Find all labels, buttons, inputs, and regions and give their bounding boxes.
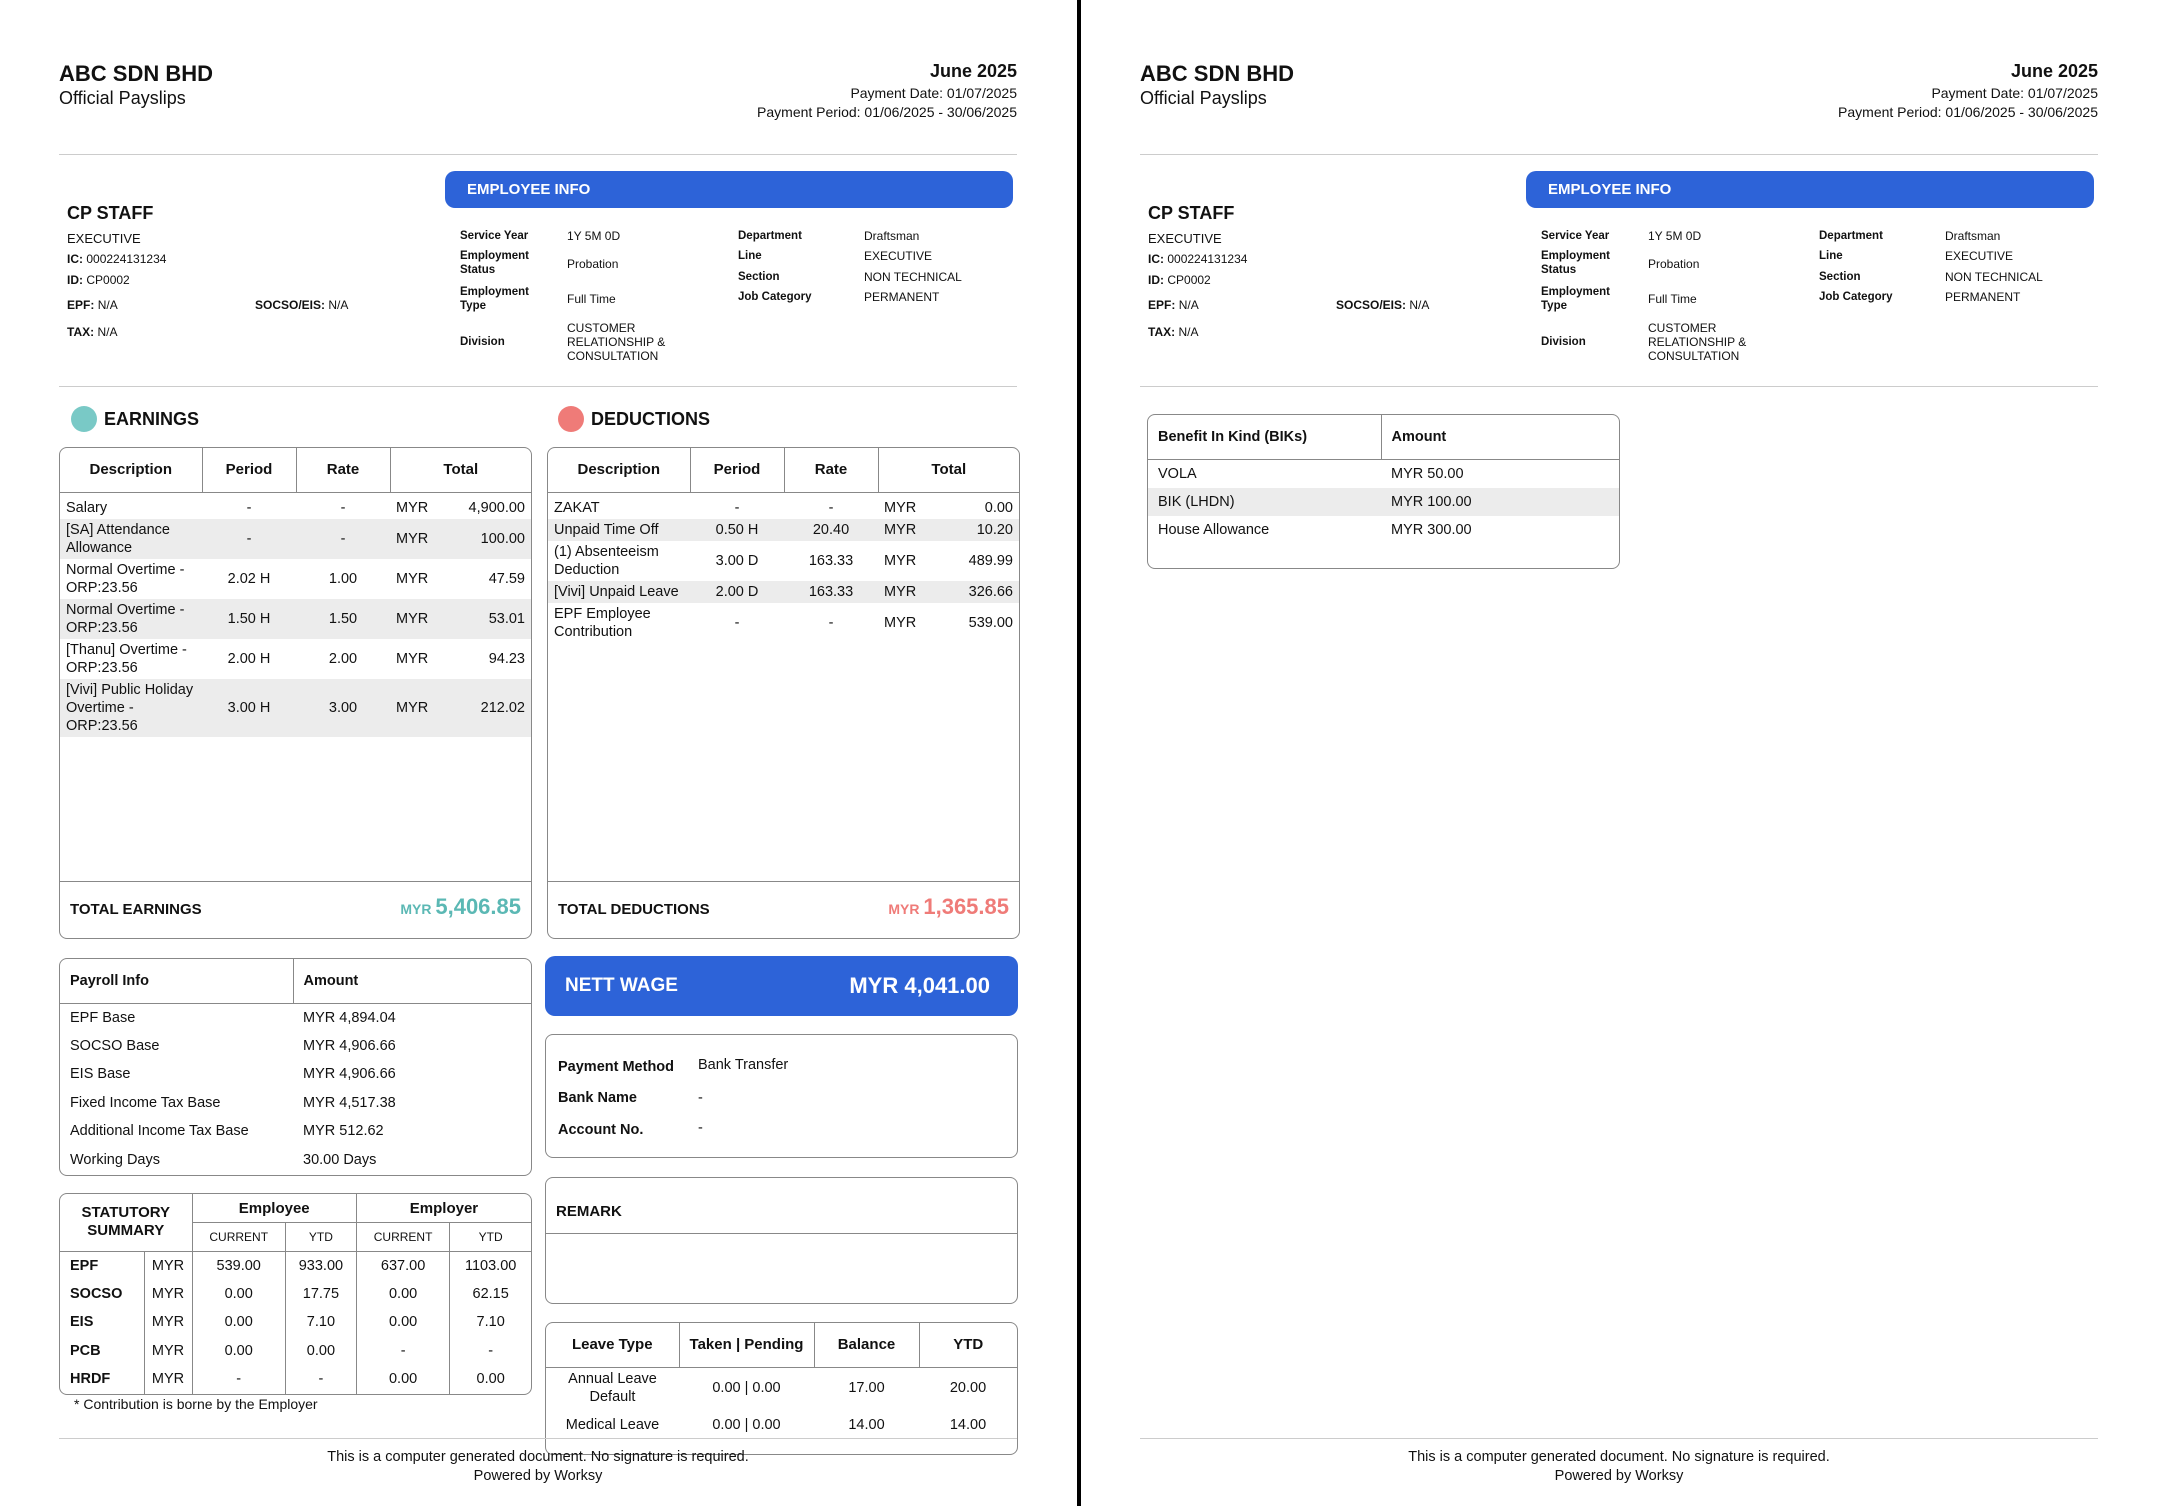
stat-currency: MYR	[144, 1308, 192, 1337]
remark-label: REMARK	[556, 1203, 622, 1220]
staff-ic	[67, 252, 166, 266]
deductions-header-row	[548, 448, 1019, 492]
id-label: ID:	[1148, 273, 1164, 287]
row-description: Unpaid Time Off	[548, 519, 690, 541]
earnings-row	[60, 559, 531, 599]
stat-employee-header: Employee	[192, 1194, 356, 1223]
staff-name: CP STAFF	[67, 203, 154, 223]
staff-socso	[255, 298, 348, 312]
staff-epf	[1148, 298, 1199, 312]
payroll-value: MYR 4,906.66	[303, 1037, 396, 1054]
remark-divider	[546, 1233, 1017, 1234]
stat-name: SOCSO	[60, 1280, 144, 1309]
row-description: [Thanu] Overtime - ORP:23.56	[66, 641, 187, 676]
payslip-subtitle: Official Payslips	[1140, 88, 1267, 108]
tax-label: TAX:	[67, 325, 95, 339]
payroll-key: SOCSO Base	[70, 1037, 160, 1054]
stat-currency: MYR	[144, 1251, 192, 1280]
payroll-value: 30.00 Days	[303, 1151, 377, 1168]
staff-title: EXECUTIVE	[67, 231, 141, 246]
payslip-page-2	[1081, 0, 2158, 1506]
stat-employee-ytd-val: 933.00	[285, 1251, 356, 1280]
payslip-subtitle: Official Payslips	[59, 88, 186, 108]
staff-ic	[1148, 252, 1247, 266]
row-currency: MYR	[390, 679, 440, 737]
row-description: Normal Overtime - ORP:23.56	[66, 561, 185, 596]
ic-label: IC:	[1148, 252, 1164, 266]
deductions-dot-icon	[558, 406, 584, 432]
account-no-value: -	[698, 1120, 703, 1136]
stat-row	[60, 1308, 531, 1337]
bank-name-label: Bank Name	[558, 1090, 637, 1106]
bik-key: BIK (LHDN)	[1158, 493, 1235, 510]
socso-value: N/A	[328, 298, 349, 312]
deductions-row	[548, 519, 1019, 541]
statutory-note: * Contribution is borne by the Employer	[74, 1396, 318, 1412]
job-category-label: Job Category	[1819, 291, 1893, 303]
row-total: 47.59	[488, 570, 525, 587]
total-earnings-currency: MYR	[400, 901, 432, 917]
deductions-row	[548, 541, 1019, 581]
bik-value: MYR 100.00	[1391, 493, 1472, 510]
stat-employee-current-val: 0.00	[192, 1308, 285, 1337]
employment-status-label: Employment Status	[460, 250, 530, 276]
bik-table	[1147, 414, 1620, 569]
col-period: Period	[202, 448, 296, 492]
id-label: ID:	[67, 273, 83, 287]
stat-employer-ytd-val: 0.00	[476, 1371, 505, 1388]
col-total: Total	[878, 448, 1019, 492]
total-deductions-label: TOTAL DEDUCTIONS	[558, 901, 710, 918]
row-currency: MYR	[390, 519, 440, 559]
stat-employee-ytd-val: 17.75	[285, 1280, 356, 1309]
employment-type-label: Employment Type	[1541, 286, 1611, 312]
payment-period: Payment Period: 01/06/2025 - 30/06/2025	[757, 104, 1017, 120]
stat-currency: MYR	[144, 1365, 192, 1394]
payroll-amount-header: Amount	[293, 959, 531, 1003]
staff-name: CP STAFF	[1148, 203, 1235, 223]
stat-employer-ytd-val: -	[488, 1342, 494, 1359]
row-currency: MYR	[884, 499, 917, 516]
stat-employer-ytd-val: 1103.00	[464, 1257, 517, 1274]
job-category-label: Job Category	[738, 291, 812, 303]
service-year-label: Service Year	[1541, 230, 1610, 242]
id-value: CP0002	[86, 273, 130, 287]
stat-employer-current-val: 0.00	[356, 1280, 449, 1309]
staff-title: EXECUTIVE	[1148, 231, 1222, 246]
payroll-value: MYR 512.62	[303, 1123, 384, 1140]
stat-employer-ytd-val: 7.10	[476, 1314, 505, 1331]
col-rate: Rate	[784, 448, 878, 492]
deductions-total-row	[548, 881, 1019, 939]
divider	[1140, 1438, 2098, 1439]
row-period: -	[202, 519, 296, 559]
row-rate: -	[828, 499, 834, 516]
company-name: ABC SDN BHD	[59, 61, 213, 86]
stat-employee-current-val: 0.00	[192, 1280, 285, 1309]
earnings-row	[60, 679, 531, 737]
payroll-row	[60, 1146, 531, 1175]
leave-row	[546, 1367, 1017, 1408]
total-deductions-value	[888, 894, 1009, 920]
division-label: Division	[1541, 336, 1586, 348]
row-total: 212.02	[440, 679, 531, 737]
employment-status-value: Probation	[567, 257, 619, 271]
row-total: 0.00	[984, 499, 1013, 516]
remark-panel	[545, 1177, 1018, 1304]
staff-id	[67, 273, 130, 287]
section-label: Section	[1819, 271, 1861, 283]
employee-info-header: EMPLOYEE INFO	[1526, 171, 2094, 208]
total-earnings-value	[400, 894, 521, 920]
deductions-table	[547, 447, 1020, 939]
payslip-month: June 2025	[929, 61, 1017, 81]
stat-row	[60, 1280, 531, 1309]
leave-taken-pending: 0.00 | 0.00	[712, 1416, 781, 1433]
row-currency: MYR	[884, 614, 917, 631]
row-period: 3.00 H	[202, 679, 296, 737]
bik-row	[1148, 488, 1619, 517]
total-deductions-currency: MYR	[888, 901, 920, 917]
payment-method-value: Bank Transfer	[698, 1057, 789, 1073]
section-label: Section	[738, 271, 780, 283]
stat-employer-current: CURRENT	[356, 1223, 449, 1252]
row-period: 2.00 D	[690, 581, 784, 603]
ic-value: 000224131234	[86, 252, 167, 266]
line-label: Line	[738, 250, 762, 262]
payroll-key: Fixed Income Tax Base	[70, 1094, 221, 1111]
row-period: 1.50 H	[202, 599, 296, 639]
payslip-month: June 2025	[2010, 61, 2098, 81]
row-period: 3.00 D	[715, 552, 759, 569]
payment-method-label: Payment Method	[558, 1059, 675, 1075]
row-description: [SA] Attendance Allowance	[60, 519, 202, 559]
statutory-title: STATUTORY SUMMARY	[60, 1194, 192, 1251]
stat-employee-current-val: -	[192, 1365, 285, 1394]
id-value: CP0002	[1167, 273, 1211, 287]
employment-type-value: Full Time	[567, 292, 616, 306]
row-total: 100.00	[440, 519, 531, 559]
deductions-row	[548, 581, 1019, 603]
row-period: -	[734, 614, 740, 631]
line-value: EXECUTIVE	[1945, 249, 2014, 263]
epf-label: EPF:	[1148, 298, 1176, 312]
ic-value: 000224131234	[1167, 252, 1248, 266]
footer	[59, 1448, 1017, 1486]
stat-employee-ytd-val: -	[285, 1365, 356, 1394]
stat-employer-current-val: 637.00	[356, 1251, 449, 1280]
stat-row	[60, 1337, 531, 1366]
row-total: 326.66	[928, 581, 1019, 603]
stat-name: PCB	[60, 1337, 144, 1366]
tax-value: N/A	[1178, 325, 1199, 339]
bik-row	[1148, 516, 1619, 545]
leave-ytd: 20.00	[949, 1379, 987, 1396]
divider	[59, 386, 1017, 387]
row-period: 0.50 H	[690, 519, 784, 541]
stat-name: EPF	[60, 1251, 144, 1280]
payroll-info-table	[59, 958, 532, 1176]
row-period: 2.02 H	[227, 570, 271, 587]
section-value: NON TECHNICAL	[1945, 270, 2043, 284]
bik-key: VOLA	[1158, 465, 1197, 482]
stat-employer-current-val: -	[356, 1337, 449, 1366]
row-currency: MYR	[878, 581, 928, 603]
leave-table	[545, 1322, 1018, 1455]
payment-dates	[757, 84, 1017, 122]
payroll-header-row	[60, 959, 531, 1003]
row-currency: MYR	[396, 499, 429, 516]
payroll-key: Working Days	[70, 1151, 160, 1168]
payroll-info-header: Payroll Info	[60, 959, 293, 1003]
row-total: 53.01	[440, 599, 531, 639]
division-value: CUSTOMER RELATIONSHIP & CONSULTATION	[1648, 321, 1747, 363]
service-year-value: 1Y 5M 0D	[567, 229, 621, 243]
payroll-value: MYR 4,906.66	[303, 1066, 396, 1083]
row-currency: MYR	[390, 599, 440, 639]
payment-info-panel	[545, 1034, 1018, 1158]
epf-value: N/A	[97, 298, 118, 312]
total-earnings-label: TOTAL EARNINGS	[70, 901, 202, 918]
row-total: 539.00	[968, 614, 1013, 631]
row-period: -	[246, 499, 252, 516]
nett-wage-label: NETT WAGE	[565, 975, 678, 996]
earnings-row	[60, 497, 531, 519]
leave-row	[546, 1408, 1017, 1442]
deductions-row	[548, 497, 1019, 519]
row-rate: 163.33	[784, 581, 878, 603]
row-total: 4,900.00	[468, 499, 525, 516]
line-value: EXECUTIVE	[864, 249, 933, 263]
earnings-row	[60, 519, 531, 559]
payroll-key: Additional Income Tax Base	[70, 1123, 249, 1140]
leave-header-row	[546, 1323, 1017, 1367]
service-year-label: Service Year	[460, 230, 529, 242]
stat-employee-current: CURRENT	[192, 1223, 285, 1252]
col-rate: Rate	[296, 448, 390, 492]
col-taken-pending: Taken | Pending	[679, 1323, 814, 1367]
row-rate: -	[296, 519, 390, 559]
bik-row	[1148, 459, 1619, 488]
payroll-value: MYR 4,894.04	[303, 1009, 396, 1026]
leave-balance: 17.00	[848, 1379, 885, 1396]
stat-employer-header: Employer	[356, 1194, 531, 1223]
row-rate: -	[828, 614, 834, 631]
earnings-header-row	[60, 448, 531, 492]
bank-name-value: -	[698, 1090, 703, 1106]
row-rate: 163.33	[808, 552, 854, 569]
row-description: [Vivi] Public Holiday Overtime - ORP:23.56	[60, 679, 202, 737]
employee-info-header: EMPLOYEE INFO	[445, 171, 1013, 208]
leave-ytd: 14.00	[949, 1416, 987, 1433]
total-earnings-amount: 5,406.85	[435, 894, 521, 919]
row-description: [Vivi] Unpaid Leave	[548, 581, 690, 603]
leave-taken-pending: 0.00 | 0.00	[712, 1379, 781, 1396]
bik-header: Benefit In Kind (BIKs)	[1148, 415, 1381, 459]
stat-currency: MYR	[144, 1337, 192, 1366]
row-rate: 2.00	[328, 650, 358, 667]
socso-label: SOCSO/EIS:	[255, 298, 326, 312]
earnings-total-row	[60, 881, 531, 939]
col-leave-type: Leave Type	[546, 1323, 679, 1367]
division-value: CUSTOMER RELATIONSHIP & CONSULTATION	[567, 321, 666, 363]
footer-note: This is a computer generated document. No signature is required.	[1408, 1449, 1830, 1465]
row-currency: MYR	[878, 519, 928, 541]
bik-amount-header: Amount	[1381, 415, 1619, 459]
deductions-title: DEDUCTIONS	[591, 409, 711, 429]
bik-value: MYR 50.00	[1391, 465, 1464, 482]
payment-period: Payment Period: 01/06/2025 - 30/06/2025	[1838, 104, 2098, 120]
footer-powered: Powered by Worksy	[1554, 1468, 1684, 1484]
staff-epf	[67, 298, 118, 312]
socso-value: N/A	[1409, 298, 1430, 312]
employment-type-label: Employment Type	[460, 286, 530, 312]
payment-date: Payment Date: 01/07/2025	[1931, 85, 2098, 101]
stat-employer-ytd-val: 62.15	[472, 1285, 509, 1302]
employment-status-value: Probation	[1648, 257, 1700, 271]
row-description: Normal Overtime - ORP:23.56	[60, 599, 202, 639]
stat-header-row	[60, 1194, 531, 1223]
stat-currency: MYR	[144, 1280, 192, 1309]
row-currency: MYR	[396, 650, 429, 667]
earnings-title: EARNINGS	[104, 409, 200, 429]
payroll-row	[60, 1117, 531, 1146]
staff-socso	[1336, 298, 1429, 312]
footer-note: This is a computer generated document. No signature is required.	[327, 1449, 749, 1465]
epf-value: N/A	[1178, 298, 1199, 312]
col-period: Period	[690, 448, 784, 492]
col-total: Total	[390, 448, 531, 492]
department-label: Department	[1819, 230, 1883, 242]
employment-status-label: Employment Status	[1541, 250, 1611, 276]
employment-type-value: Full Time	[1648, 292, 1697, 306]
leave-balance: 14.00	[848, 1416, 885, 1433]
staff-id	[1148, 273, 1211, 287]
socso-label: SOCSO/EIS:	[1336, 298, 1407, 312]
payroll-row	[60, 1003, 531, 1032]
payroll-row	[60, 1032, 531, 1061]
deductions-rows	[548, 497, 1019, 643]
row-description: EPF Employee Contribution	[554, 605, 651, 640]
stat-employee-ytd-val: 0.00	[285, 1337, 356, 1366]
department-value: Draftsman	[864, 229, 920, 243]
row-total: 94.23	[488, 650, 525, 667]
staff-tax	[1148, 325, 1198, 339]
stat-row	[60, 1365, 531, 1394]
payroll-row	[60, 1089, 531, 1118]
division-label: Division	[460, 336, 505, 348]
bik-key: House Allowance	[1158, 522, 1270, 539]
col-description: Description	[548, 448, 690, 492]
statutory-summary-table	[59, 1193, 532, 1395]
department-value: Draftsman	[1945, 229, 2001, 243]
payslip-page-1	[0, 0, 1077, 1506]
stat-employee-ytd: YTD	[285, 1223, 356, 1252]
stat-employee-current-val: 539.00	[192, 1251, 285, 1280]
tax-label: TAX:	[1148, 325, 1176, 339]
tax-value: N/A	[97, 325, 118, 339]
department-label: Department	[738, 230, 802, 242]
stat-employer-current-val: 0.00	[356, 1365, 449, 1394]
stat-employer-current-val: 0.00	[356, 1308, 449, 1337]
stat-name: HRDF	[60, 1365, 144, 1394]
total-deductions-amount: 1,365.85	[923, 894, 1009, 919]
row-currency: MYR	[884, 552, 917, 569]
leave-type: Annual Leave Default	[568, 1370, 657, 1405]
divider	[1140, 154, 2098, 155]
job-category-value: PERMANENT	[1945, 290, 2021, 304]
payroll-key: EIS Base	[70, 1066, 131, 1083]
bik-value: MYR 300.00	[1391, 522, 1472, 539]
nett-wage-value: MYR 4,041.00	[849, 973, 990, 998]
line-label: Line	[1819, 250, 1843, 262]
footer-powered: Powered by Worksy	[473, 1468, 603, 1484]
row-rate: -	[340, 499, 346, 516]
service-year-value: 1Y 5M 0D	[1648, 229, 1702, 243]
col-description: Description	[60, 448, 202, 492]
row-currency: MYR	[396, 570, 429, 587]
earnings-table	[59, 447, 532, 939]
stat-name: EIS	[60, 1308, 144, 1337]
col-balance: Balance	[814, 1323, 919, 1367]
deductions-row	[548, 603, 1019, 643]
divider	[59, 1438, 1017, 1439]
row-rate: 1.00	[328, 570, 358, 587]
row-total: 489.99	[968, 552, 1013, 569]
payment-dates	[1838, 84, 2098, 122]
earnings-rows	[60, 497, 531, 737]
staff-tax	[67, 325, 117, 339]
row-description: (1) Absenteeism Deduction	[554, 543, 659, 578]
stat-employer-ytd: YTD	[450, 1223, 531, 1252]
earnings-row	[60, 599, 531, 639]
divider	[59, 154, 1017, 155]
ic-label: IC:	[67, 252, 83, 266]
payroll-key: EPF Base	[70, 1009, 136, 1026]
nett-wage-banner	[545, 956, 1018, 1016]
row-total: 10.20	[928, 519, 1019, 541]
row-rate: 3.00	[296, 679, 390, 737]
job-category-value: PERMANENT	[864, 290, 940, 304]
stat-employee-current-val: 0.00	[192, 1337, 285, 1366]
company-name: ABC SDN BHD	[1140, 61, 1294, 86]
payment-date: Payment Date: 01/07/2025	[850, 85, 1017, 101]
payroll-row	[60, 1060, 531, 1089]
row-rate: 20.40	[784, 519, 878, 541]
epf-label: EPF:	[67, 298, 95, 312]
earnings-row	[60, 639, 531, 679]
account-no-label: Account No.	[558, 1122, 644, 1138]
section-value: NON TECHNICAL	[864, 270, 962, 284]
payroll-value: MYR 4,517.38	[303, 1094, 396, 1111]
row-rate: 1.50	[296, 599, 390, 639]
row-description: Salary	[66, 499, 108, 516]
divider	[1140, 386, 2098, 387]
row-description: ZAKAT	[554, 499, 600, 516]
stat-row	[60, 1251, 531, 1280]
bik-header-row	[1148, 415, 1619, 459]
stat-employee-ytd-val: 7.10	[285, 1308, 356, 1337]
row-period: -	[734, 499, 740, 516]
footer	[1140, 1448, 2098, 1486]
col-ytd: YTD	[919, 1323, 1017, 1367]
earnings-dot-icon	[71, 406, 97, 432]
row-period: 2.00 H	[227, 650, 271, 667]
leave-type: Medical Leave	[565, 1416, 660, 1433]
